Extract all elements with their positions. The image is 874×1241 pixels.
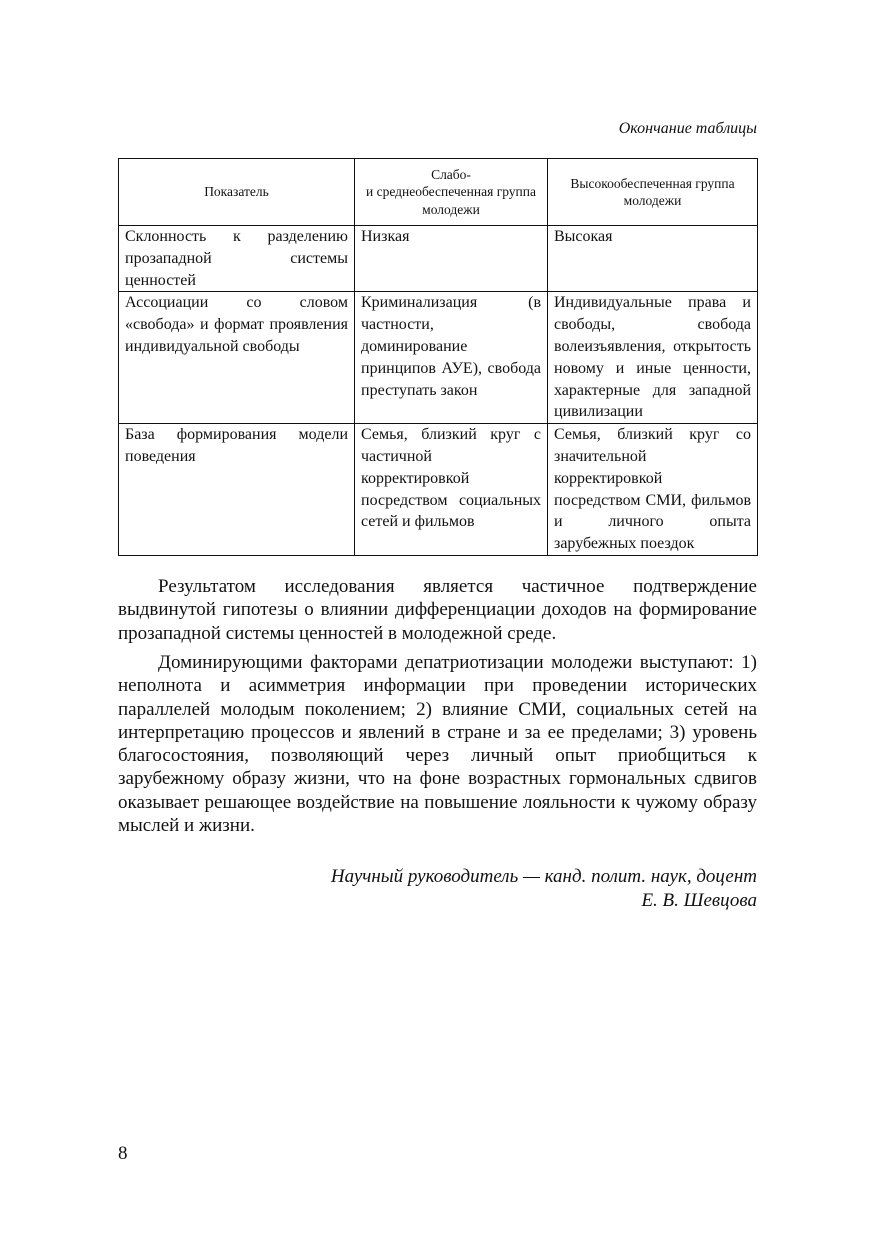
header-low-income-group — [355, 159, 548, 226]
cell-low-income: Семья, близкий круг с частичной корректировкой посредством социальных сетей и фильмов — [355, 424, 548, 556]
header-low-income-text: Слабо- и среднеобеспеченная группа молодежи — [366, 166, 536, 217]
supervisor-name: Е. В. Шевцова — [641, 890, 757, 911]
header-indicator: Показатель — [119, 159, 355, 226]
table-row — [119, 226, 758, 292]
cell-indicator: Склонность к разделению прозападной системы ценностей — [119, 226, 355, 292]
cell-low-income: Низкая — [355, 226, 548, 292]
cell-indicator: Ассоциации со словом «свобода» и формат проявления индивидуальной свободы — [119, 292, 355, 424]
comparison-table — [118, 158, 758, 556]
header-high-income-group: Высокообеспеченная группа молодежи — [548, 159, 758, 226]
factors-paragraph: Доминирующими факторами депатриотизации молодежи выступают: 1) неполнота и асимметрия информации при проведении исторических параллелей молодым поколением; 2) влияние СМИ, социальных сетей на интерпретацию процессов и явлений в стране и за ее пределами; 3) уровень благосостояния, позволяющий через личный опыт приобщиться к зарубежному образу жизни, что на фоне возрастных гормональных сдвигов оказывает решающее воздействие на повышение лояльности к чужому образу мыслей и жизни. — [118, 652, 757, 837]
cell-low-income: Криминализация (в частности, доминирование принципов АУЕ), свобода преступать закон — [355, 292, 548, 424]
cell-high-income: Высокая — [548, 226, 758, 292]
cell-high-income: Индивидуальные права и свободы, свобода волеизъявления, открытость новому и иные ценности, характерные для западной цивилизации — [548, 292, 758, 424]
table-row — [119, 424, 758, 556]
supervisor-title: Научный руководитель — канд. полит. наук, доцент — [330, 866, 757, 887]
table-continuation-caption: Окончание таблицы — [618, 120, 757, 137]
cell-indicator: База формирования модели поведения — [119, 424, 355, 556]
results-paragraph: Результатом исследования является частичное подтверждение выдвинутой гипотезы о влиянии дифференциации доходов на формирование прозападной системы ценностей в молодежной среде. — [118, 576, 757, 644]
page-number: 8 — [118, 1143, 128, 1164]
table-row — [119, 292, 758, 424]
cell-high-income: Семья, близкий круг со значительной корректировкой посредством СМИ, фильмов и личного опыта зарубежных поездок — [548, 424, 758, 556]
table-header-row — [119, 159, 758, 226]
